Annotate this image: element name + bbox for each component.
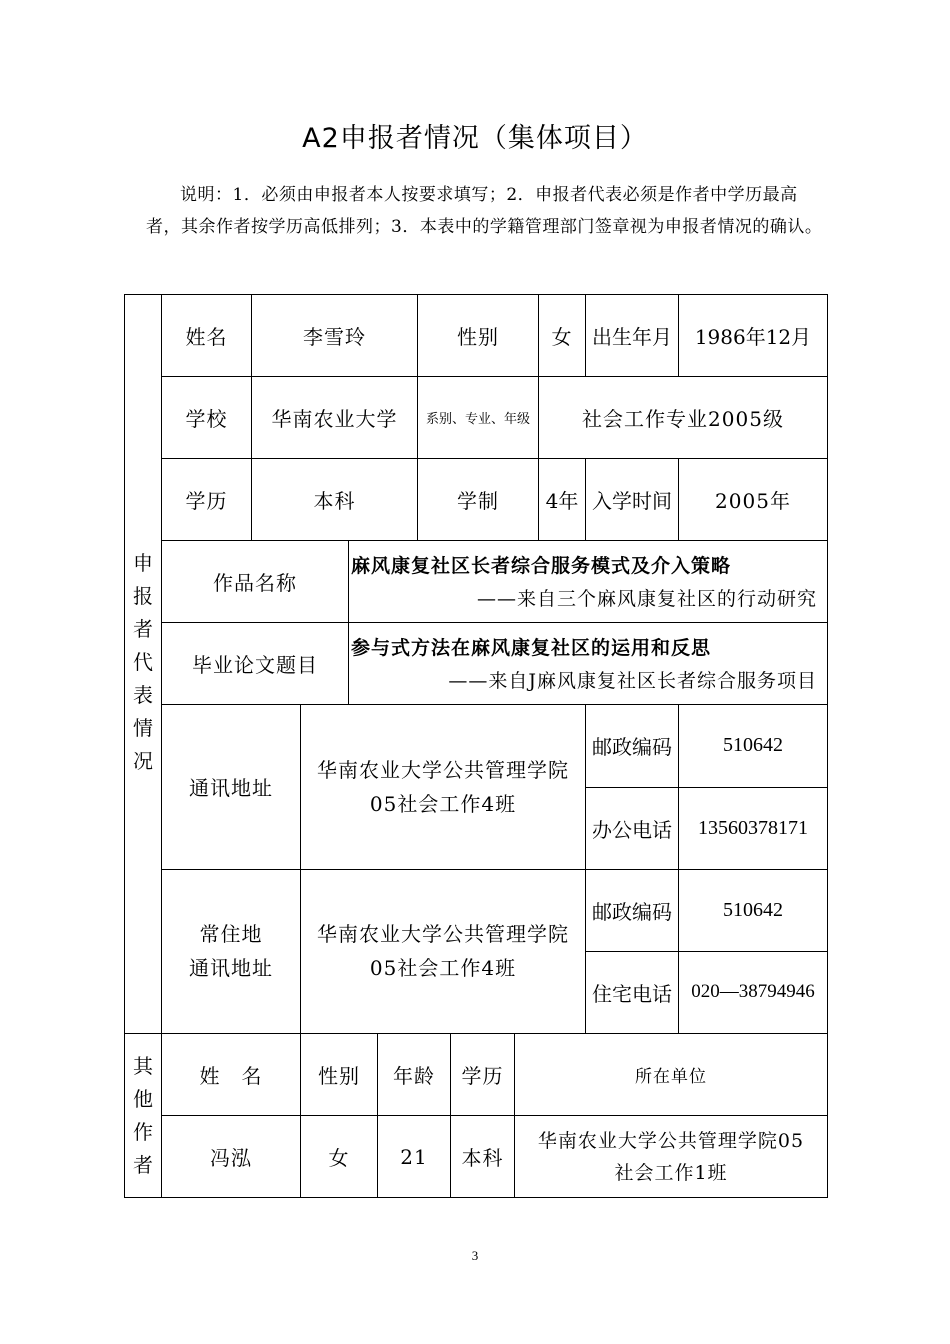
birth-label: 出生年月 <box>592 324 672 349</box>
system-value: 4年 <box>545 488 579 513</box>
postcode-label: 邮政编码 <box>592 735 672 759</box>
others-header-name: 姓 名 <box>199 1063 263 1088</box>
other-author-unit-line-2: 社会工作1班 <box>614 1161 728 1184</box>
edu-label: 学历 <box>185 488 228 513</box>
other-author-unit <box>515 1115 827 1198</box>
system-label: 学制 <box>457 488 499 513</box>
others-header-unit: 所在单位 <box>635 1066 707 1087</box>
thesis-title: 参与式方法在麻风康复社区的运用和反思 <box>351 637 712 659</box>
name-label: 姓名 <box>185 324 228 349</box>
rep-section-label <box>124 540 162 785</box>
birth-value: 1986年12月 <box>694 324 812 349</box>
others-header-gender: 性别 <box>318 1063 360 1088</box>
others-section-label <box>124 1033 162 1198</box>
others-header-edu: 学历 <box>461 1063 504 1088</box>
page-number: 3 <box>471 1248 479 1263</box>
other-author-unit-line-1: 华南农业大学公共管理学院05 <box>537 1129 805 1152</box>
thesis-subtitle: ——来自J麻风康复社区长者综合服务项目 <box>448 670 817 692</box>
address-line-2: 05社会工作4班 <box>369 791 517 816</box>
postcode-value: 510642 <box>723 734 783 756</box>
postcode2-label: 邮政编码 <box>592 899 672 924</box>
gender-label: 性别 <box>457 324 499 349</box>
office-phone-label: 办公电话 <box>592 817 672 842</box>
permanent-address-line-2: 05社会工作4班 <box>369 956 517 980</box>
permanent-address-label <box>162 869 300 1033</box>
other-author-age: 21 <box>400 1144 428 1169</box>
permanent-address-label-1: 常住地 <box>199 922 263 946</box>
home-phone-label: 住宅电话 <box>592 981 672 1006</box>
address-value <box>301 704 585 869</box>
rep-section-text: 申报者代表情况 <box>133 551 154 773</box>
work-label: 作品名称 <box>213 570 297 595</box>
gender-value: 女 <box>551 324 573 349</box>
permanent-address-label-2: 通讯地址 <box>189 956 273 980</box>
school-label: 学校 <box>185 406 228 431</box>
others-header-age: 年龄 <box>393 1063 435 1088</box>
work-title-cell <box>349 540 827 622</box>
office-phone-value: 13560378171 <box>698 816 808 839</box>
address-label: 通讯地址 <box>189 776 273 800</box>
permanent-address-value <box>301 869 585 1033</box>
home-phone-value: 020—38794946 <box>691 981 815 1002</box>
dept-value: 社会工作专业2005级 <box>582 406 784 431</box>
permanent-address-line-1: 华南农业大学公共管理学院 <box>317 922 569 946</box>
other-author-edu: 本科 <box>461 1146 504 1170</box>
instructions-note: 说明：1．必须由申报者本人按要求填写；2．申报者代表必须是作者中学历最高者，其余作者按学历高低排列；3．本表中的学籍管理部门签章视为申报者情况的确认。 <box>146 185 823 237</box>
postcode2-value: 510642 <box>723 898 783 921</box>
thesis-title-cell <box>349 622 827 704</box>
school-value: 华南农业大学 <box>271 406 398 431</box>
work-subtitle: ——来自三个麻风康复社区的行动研究 <box>476 588 817 610</box>
others-section-text: 其他作者 <box>133 1053 154 1177</box>
other-author-gender: 女 <box>328 1146 350 1170</box>
work-title: 麻风康复社区长者综合服务模式及介入策略 <box>351 555 732 577</box>
name-value: 李雪玲 <box>303 324 366 349</box>
enroll-value: 2005年 <box>715 488 791 513</box>
enroll-label: 入学时间 <box>592 488 672 513</box>
other-author-name: 冯泓 <box>210 1146 252 1170</box>
thesis-label: 毕业论文题目 <box>192 652 318 677</box>
edu-value: 本科 <box>313 488 356 513</box>
page-title: A2申报者情况（集体项目） <box>302 123 648 154</box>
dept-label: 系别、专业、年级 <box>425 411 530 427</box>
address-line-1: 华南农业大学公共管理学院 <box>317 757 569 782</box>
